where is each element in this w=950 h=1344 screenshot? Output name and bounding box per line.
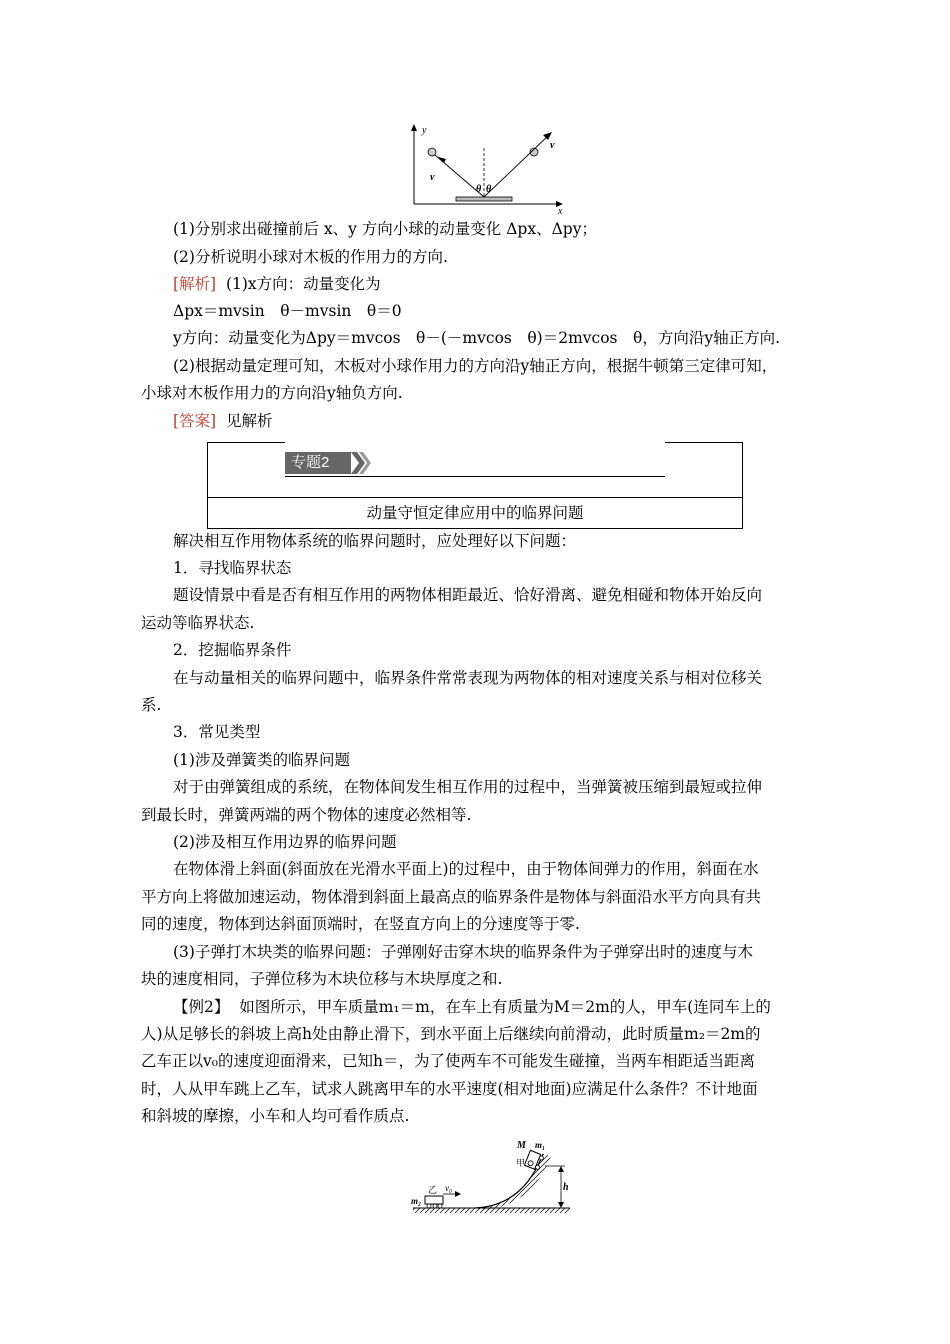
analysis-line-5: 小球对木板作用力的方向沿y轴负方向. xyxy=(141,384,403,402)
v-left-label: v xyxy=(430,172,435,183)
yi-label: 乙 xyxy=(428,1185,438,1195)
intro-line: 解决相互作用物体系统的临界问题时，应处理好以下问题： xyxy=(173,532,577,550)
cart-yi-wheel-1 xyxy=(427,1204,431,1208)
example-line-2: 人)从足够长的斜坡上高h处由静止滑下，到水平面上后继续向前滑动，此时质量m₂＝2m的 xyxy=(141,1025,761,1043)
answer-line xyxy=(173,410,272,432)
height-arrow-up xyxy=(558,1166,564,1172)
v0-label: v₀ xyxy=(445,1183,453,1193)
type-2-text-a: 在物体滑上斜面(斜面放在光滑水平面上)的过程中，由于物体间弹力的作用，斜面在水 xyxy=(173,860,759,878)
ground-hatch xyxy=(413,1208,570,1213)
type-2-text-c: 同的速度，物体到达斜面顶端时，在竖直方向上的分速度等于零. xyxy=(141,915,580,933)
cart-yi-wheel-2 xyxy=(433,1204,437,1208)
topic-tag: 专题2 xyxy=(285,452,351,474)
section-1-heading: 1．寻找临界状态 xyxy=(173,559,292,577)
theta-left-label: θ xyxy=(476,184,482,195)
m2-label: m₂ xyxy=(411,1196,422,1206)
example-line-1 xyxy=(173,996,771,1018)
cart-yi-body xyxy=(425,1196,443,1204)
topic-box-top-left xyxy=(207,442,285,443)
topic-box xyxy=(207,442,743,528)
cart-yi-wheel-3 xyxy=(438,1204,442,1208)
y-axis-label: y xyxy=(422,125,427,136)
example-line-5: 和斜坡的摩擦，小车和人均可看作质点. xyxy=(141,1107,410,1125)
topic-box-bottom xyxy=(207,528,743,529)
analysis-line-1 xyxy=(173,273,381,295)
section-2-text-b: 系. xyxy=(141,696,162,714)
section-3-heading: 3．常见类型 xyxy=(173,723,261,741)
topic-tag-stripes xyxy=(351,452,375,474)
type-2-text-b: 平方向上将做加速运动，物体滑到斜面上最高点的临界条件是物体与斜面沿水平方向具有共 xyxy=(141,888,762,906)
question-2: (2)分析说明小球对木板的作用力的方向. xyxy=(173,248,448,266)
type-2-heading: (2)涉及相互作用边界的临界问题 xyxy=(173,833,397,851)
v0-arrow-head xyxy=(455,1191,461,1197)
section-2-heading: 2．挖掘临界条件 xyxy=(173,641,292,659)
board xyxy=(456,197,512,201)
type-3-text-a: (3)子弹打木块类的临界问题：子弹刚好击穿木块的临界条件为子弹穿出时的速度与木 xyxy=(173,943,753,961)
ball-before xyxy=(428,148,436,156)
type-3-text-b: 块的速度相同，子弹位移为木块位移与木块厚度之和. xyxy=(141,970,503,988)
answer-text: 见解析 xyxy=(225,412,273,430)
collision-figure xyxy=(400,122,580,216)
slope-figure xyxy=(405,1138,575,1216)
slope-hatch xyxy=(475,1154,551,1210)
m1-label: m₁ xyxy=(535,1140,546,1150)
example-label: 【例2】 xyxy=(173,998,230,1016)
analysis-text-1: (1)x方向：动量变化为 xyxy=(225,275,381,293)
example-line-3: 乙车正以v₀的速度迎面滑来，已知h＝，为了使两车不可能发生碰撞，当两车相距适当距离 xyxy=(141,1052,755,1070)
reflected-path xyxy=(484,134,550,197)
x-axis-label: x xyxy=(558,206,563,216)
topic-box-top-right xyxy=(665,442,743,443)
M-label: M xyxy=(517,1140,526,1151)
section-2-text-a: 在与动量相关的临界问题中，临界条件常常表现为两物体的相对速度关系与相对位移关 xyxy=(173,669,763,687)
v-right-label: v xyxy=(550,140,555,151)
theta-right-label: θ xyxy=(486,184,492,195)
incident-arrow xyxy=(438,157,446,163)
y-axis-arrow xyxy=(411,124,417,131)
jia-label: 甲 xyxy=(516,1158,526,1168)
type-1-text-a: 对于由弹簧组成的系统，在物体间发生相互作用的过程中，当弹簧被压缩到最短或拉伸 xyxy=(173,778,763,796)
type-1-text-b: 到最长时，弹簧两端的两个物体的速度必然相等. xyxy=(141,806,472,824)
topic-title: 动量守恒定律应用中的临界问题 xyxy=(366,504,584,522)
h-label: h xyxy=(563,1182,569,1193)
height-arrow-down xyxy=(558,1202,564,1208)
section-1-text-b: 运动等临界状态. xyxy=(141,614,255,632)
answer-label: [答案] xyxy=(173,412,217,430)
example-text-1: 如图所示，甲车质量m₁＝m，在车上有质量为M＝2m的人，甲车(连同车上的 xyxy=(239,998,771,1016)
section-1-text-a: 题设情景中看是否有相互作用的两物体相距最近、恰好滑离、避免相碰和物体开始反向 xyxy=(173,586,763,604)
type-1-heading: (1)涉及弹簧类的临界问题 xyxy=(173,751,350,769)
question-1: (1)分别求出碰撞前后 x、y 方向小球的动量变化 Δpx、Δpy； xyxy=(173,220,597,238)
analysis-line-2: Δpx＝mvsin θ－mvsin θ＝0 xyxy=(173,302,402,320)
analysis-label: [解析] xyxy=(173,275,217,293)
analysis-line-3: y方向：动量变化为Δpy＝mvcos θ－(－mvcos θ)＝2mvcos θ，方向沿y轴正方向. xyxy=(173,329,781,347)
example-line-4: 时，人从甲车跳上乙车，试求人跳离甲车的水平速度(相对地面)应满足什么条件？不计地面 xyxy=(141,1080,758,1098)
analysis-line-4: (2)根据动量定理可知，木板对小球作用力的方向沿y轴正方向，根据牛顿第三定律可知， xyxy=(173,357,778,375)
topic-box-mid xyxy=(207,497,743,498)
topic-underline xyxy=(285,476,665,477)
